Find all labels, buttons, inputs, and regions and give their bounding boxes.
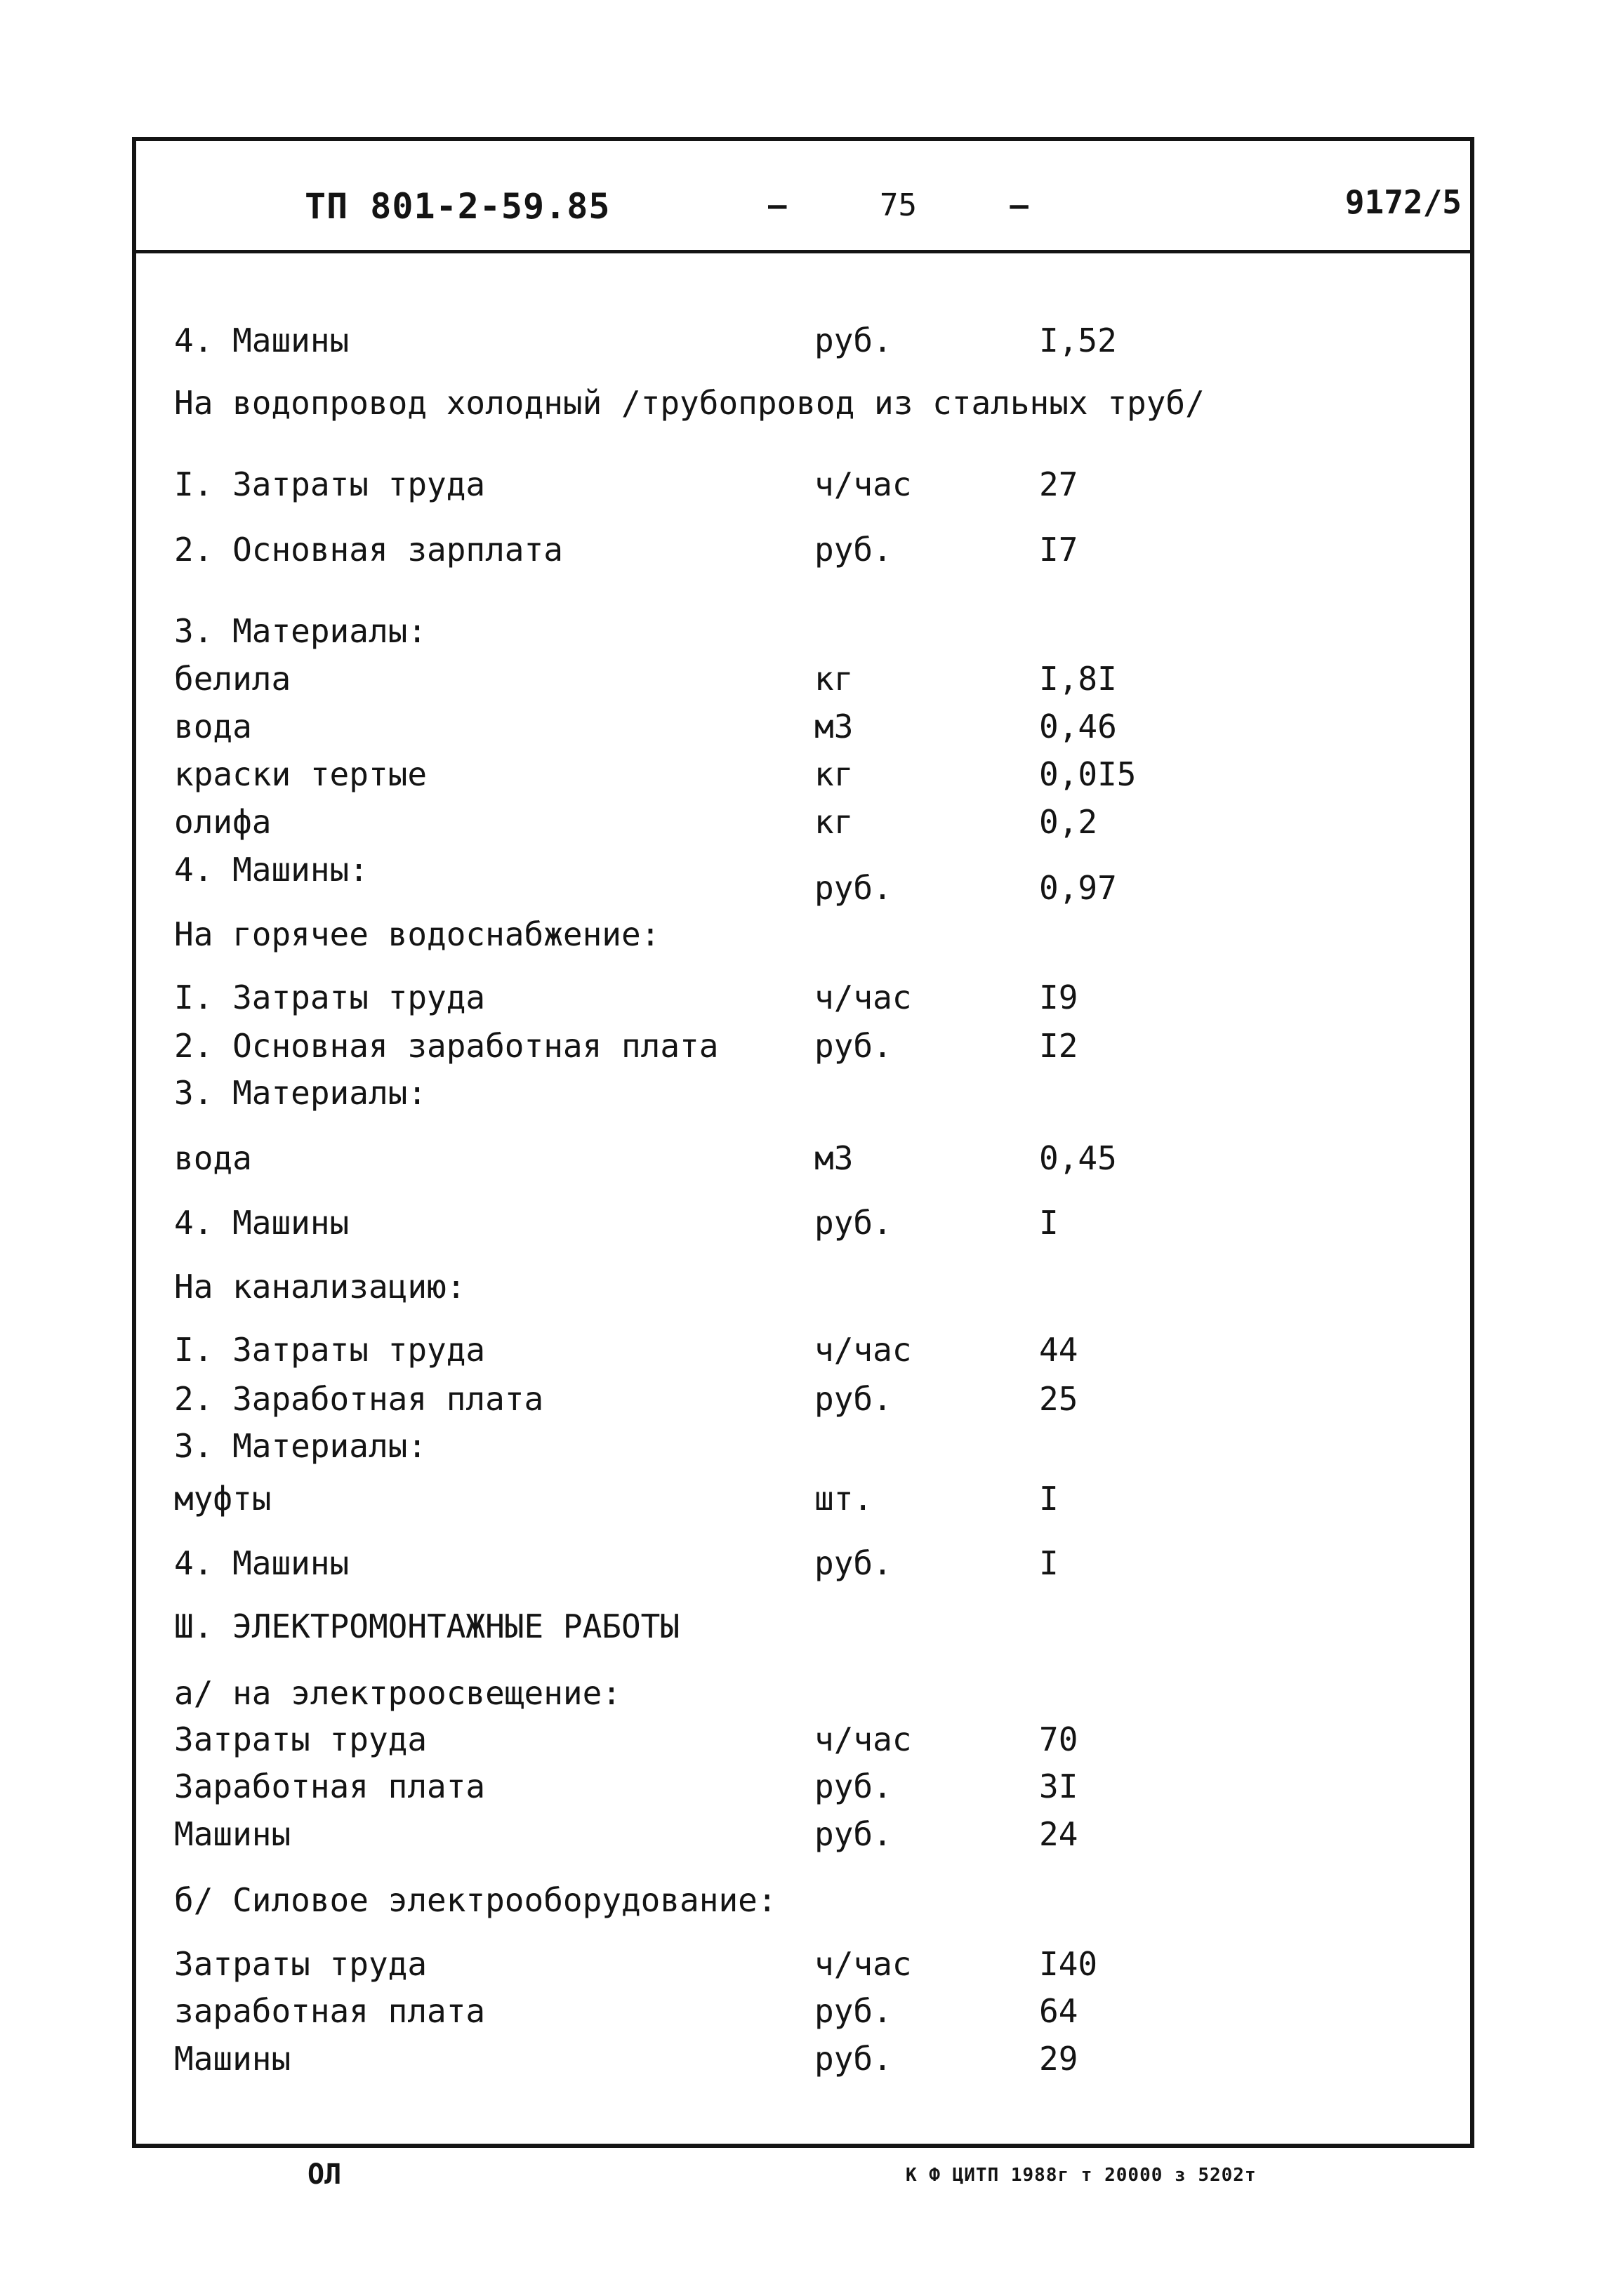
row-label: олифа [174, 803, 272, 841]
row-value: I7 [1039, 531, 1078, 569]
row-value: 44 [1039, 1331, 1078, 1369]
row-label: заработная плата [174, 1992, 486, 2030]
row-value: 3I [1039, 1767, 1078, 1805]
section-hot-water [0, 913, 1600, 955]
row-label: 4. Машины [174, 321, 350, 359]
row-paints [0, 753, 1600, 795]
row-value: 27 [1039, 465, 1078, 503]
row-label: I. Затраты труда [174, 1331, 486, 1369]
row-labor-sewer [0, 1329, 1600, 1371]
row-unit: ч/час [814, 1331, 912, 1369]
row-label: 4. Машины: [174, 851, 369, 889]
row-unit: руб. [814, 869, 892, 907]
row-unit: ч/час [814, 978, 912, 1016]
row-machines-lighting [0, 1813, 1600, 1855]
row-value: 64 [1039, 1992, 1078, 2030]
row-whitewash [0, 658, 1600, 700]
row-value: I2 [1039, 1027, 1078, 1065]
row-label: Затраты труда [174, 1720, 428, 1758]
row-value: 0,46 [1039, 708, 1117, 745]
row-label: 2. Заработная плата [174, 1380, 544, 1418]
row-value: I [1039, 1544, 1059, 1582]
section-heading: а/ на электроосвещение: [174, 1674, 621, 1712]
row-water-cold [0, 705, 1600, 748]
row-value: 0,0I5 [1039, 755, 1137, 793]
row-couplings [0, 1478, 1600, 1520]
section-heading: На водопровод холодный /трубопровод из стальных труб/ [174, 384, 1205, 422]
row-unit: ч/час [814, 1945, 912, 1983]
row-label: вода [174, 1139, 252, 1177]
row-label: 4. Машины [174, 1544, 350, 1582]
page-dash-right: – [1010, 187, 1029, 223]
row-drying-oil [0, 801, 1600, 843]
row-label: Заработная плата [174, 1767, 486, 1805]
row-label: I. Затраты труда [174, 465, 486, 503]
row-label: 4. Машины [174, 1204, 350, 1242]
page-number: 75 [879, 187, 917, 223]
row-unit: руб. [814, 1544, 892, 1582]
row-unit: руб. [814, 1767, 892, 1805]
row-unit: кг [814, 660, 854, 698]
row-unit: руб. [814, 1815, 892, 1853]
row-labor-lighting [0, 1718, 1600, 1760]
row-salary-lighting [0, 1765, 1600, 1807]
row-machines-hot [0, 1202, 1600, 1244]
row-salary-sewer [0, 1378, 1600, 1420]
row-unit: руб. [814, 1204, 892, 1242]
section-heading: Ш. ЭЛЕКТРОМОНТАЖНЫЕ РАБОТЫ [174, 1607, 680, 1645]
row-salary-power [0, 1990, 1600, 2032]
row-unit: кг [814, 755, 854, 793]
section-power-equipment [0, 1879, 1600, 1921]
row-materials-hot [0, 1072, 1600, 1114]
row-salary-cold [0, 529, 1600, 571]
section-heading: б/ Силовое электрооборудование: [174, 1881, 777, 1919]
row-water-hot [0, 1137, 1600, 1179]
row-unit: ч/час [814, 1720, 912, 1758]
row-unit: руб. [814, 1992, 892, 2030]
row-unit: руб. [814, 531, 892, 569]
row-value: I [1039, 1204, 1059, 1242]
row-label: вода [174, 708, 252, 745]
row-label: белила [174, 660, 291, 698]
row-unit: кг [814, 803, 854, 841]
row-labor-power [0, 1943, 1600, 1985]
section-sewerage [0, 1266, 1600, 1308]
row-unit: руб. [814, 321, 892, 359]
row-materials-sewer [0, 1425, 1600, 1467]
row-value: 0,97 [1039, 869, 1117, 907]
section-electrical [0, 1605, 1600, 1647]
row-unit: шт. [814, 1480, 873, 1518]
row-label: 3. Материалы: [174, 1427, 428, 1465]
row-label: Машины [174, 1815, 291, 1853]
row-value: 25 [1039, 1380, 1078, 1418]
row-value: I,8I [1039, 660, 1117, 698]
row-label: I. Затраты труда [174, 978, 486, 1016]
row-machines-cold [0, 849, 1600, 907]
row-labor-cold [0, 463, 1600, 505]
row-salary-hot [0, 1025, 1600, 1067]
footer-mark: ОЛ [308, 2158, 342, 2191]
row-unit: руб. [814, 2040, 892, 2078]
row-machines-1 [0, 319, 1600, 361]
row-unit: руб. [814, 1380, 892, 1418]
row-value: I9 [1039, 978, 1078, 1016]
row-value: 70 [1039, 1720, 1078, 1758]
row-unit: ч/час [814, 465, 912, 503]
row-label: 3. Материалы: [174, 612, 428, 650]
row-materials-cold [0, 610, 1600, 652]
section-cold-water [0, 382, 1600, 424]
row-value: 0,45 [1039, 1139, 1117, 1177]
row-unit: руб. [814, 1027, 892, 1065]
row-value: 29 [1039, 2040, 1078, 2078]
document-code: ТП 801-2-59.85 [305, 186, 611, 227]
row-unit: м3 [814, 1139, 854, 1177]
row-label: Затраты труда [174, 1945, 428, 1983]
page-dash-left: – [768, 187, 787, 223]
section-heading: На горячее водоснабжение: [174, 915, 661, 953]
row-machines-sewer [0, 1542, 1600, 1584]
section-lighting [0, 1672, 1600, 1714]
row-value: 0,2 [1039, 803, 1098, 841]
row-label: 2. Основная заработная плата [174, 1027, 719, 1065]
row-machines-power [0, 2038, 1600, 2080]
row-value: I40 [1039, 1945, 1098, 1983]
row-label: краски тертые [174, 755, 428, 793]
row-value: I [1039, 1480, 1059, 1518]
row-labor-hot [0, 976, 1600, 1018]
section-heading: На канализацию: [174, 1268, 466, 1306]
sheet-number: 9172/5 [1344, 183, 1462, 221]
row-label: муфты [174, 1480, 272, 1518]
row-label: Машины [174, 2040, 291, 2078]
row-label: 3. Материалы: [174, 1074, 428, 1112]
footer-print-info: К Ф ЦИТП 1988г т 20000 з 5202т [906, 2165, 1257, 2186]
row-value: I,52 [1039, 321, 1117, 359]
row-unit: м3 [814, 708, 854, 745]
row-label: 2. Основная зарплата [174, 531, 563, 569]
row-value: 24 [1039, 1815, 1078, 1853]
